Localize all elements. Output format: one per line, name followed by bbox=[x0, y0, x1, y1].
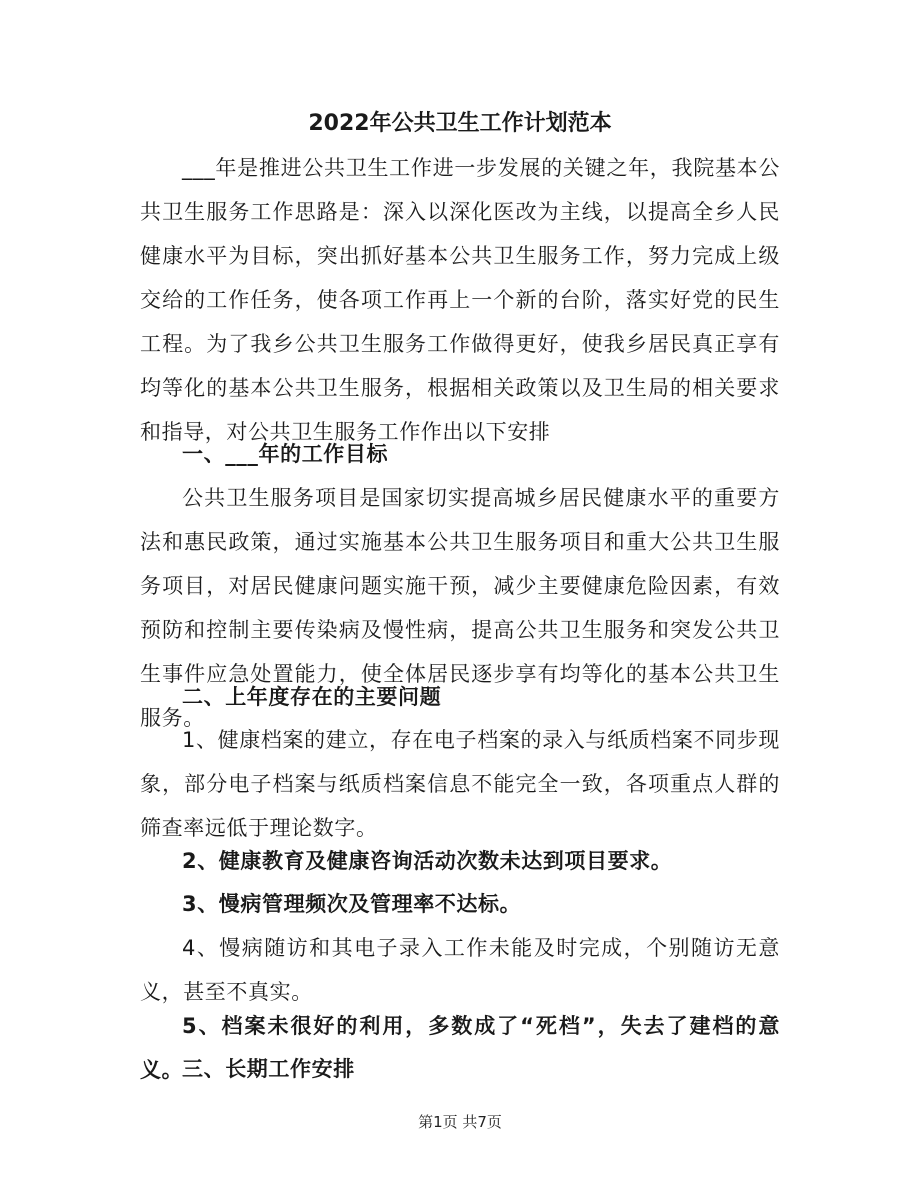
problem-item-3: 3、慢病管理频次及管理率不达标。 bbox=[182, 892, 522, 916]
document-title: 2022年公共卫生工作计划范本 bbox=[308, 111, 612, 136]
section-heading-2: 二、上年度存在的主要问题 bbox=[182, 685, 442, 709]
intro-paragraph: ___年是推进公共卫生工作进一步发展的关键之年，我院基本公共卫生服务工作思路是：深入以深化医改为主线，以提高全乡人民健康水平为目标，突出抓好基本公共卫生服务工作，努力完成上级交给的工作任务，使各项工作再上一个新的台阶，落实好党的民生工程。为了我乡公共卫生服务工作做得更好，使我乡居民真正享有均等化的基本公共卫生服务，根据相关政策以及卫生局的相关要求和指导，对公共卫生服务工作作出以下安排 bbox=[140, 156, 780, 444]
section-heading-1: 一、___年的工作目标 bbox=[182, 442, 389, 466]
problem-item-1: 1、健康档案的建立，存在电子档案的录入与纸质档案不同步现象，部分电子档案与纸质档案信息不能完全一致，各项重点人群的筛查率远低于理论数字。 bbox=[140, 728, 780, 840]
page-number: 第1页 共7页 bbox=[418, 1113, 502, 1131]
problem-item-5: 5、档案未很好的利用，多数成了“死档”，失去了建档的意义。 bbox=[140, 1014, 780, 1082]
problem-item-2: 2、健康教育及健康咨询活动次数未达到项目要求。 bbox=[182, 849, 673, 873]
goal-paragraph: 公共卫生服务项目是国家切实提高城乡居民健康水平的重要方法和惠民政策，通过实施基本公共卫生服务项目和重大公共卫生服务项目，对居民健康问题实施干预，减少主要健康危险因素，有效预防和控制主要传染病及慢性病，提高公共卫生服务和突发公共卫生事件应急处置能力，使全体居民逐步享有均等化的基本公共卫生服务。 bbox=[140, 486, 780, 730]
problem-item-4: 4、慢病随访和其电子录入工作未能及时完成，个别随访无意义，甚至不真实。 bbox=[140, 936, 780, 1004]
section-heading-3: 三、长期工作安排 bbox=[182, 1057, 355, 1081]
